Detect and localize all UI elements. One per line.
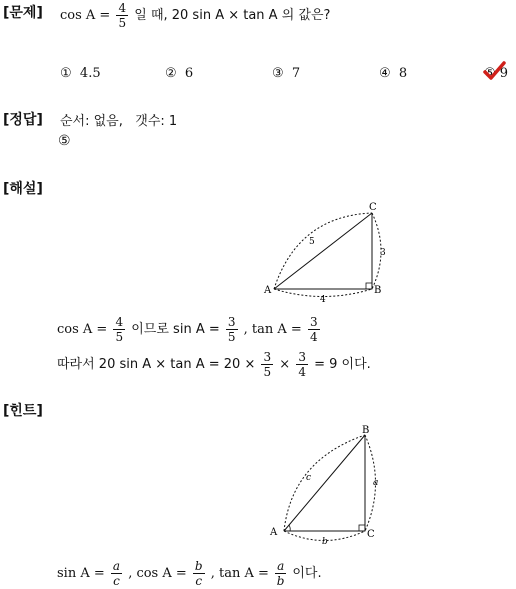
answer-choice: ⑤ <box>58 133 71 149</box>
calc-result: = 9 이다. <box>314 357 371 372</box>
option-mark: ⑤ <box>484 66 496 81</box>
option-1[interactable] <box>60 66 101 81</box>
angle-arc <box>289 525 290 531</box>
sin-expression: sin A = <box>57 566 105 581</box>
option-mark: ④ <box>379 66 391 81</box>
fraction-denominator: 4 <box>298 365 306 379</box>
fraction-numerator: 4 <box>115 315 124 329</box>
option-mark: ③ <box>272 66 284 81</box>
calc-prefix: 따라서 20 sin A × tan A = 20 × <box>57 357 256 372</box>
fraction-denominator: 5 <box>115 330 124 344</box>
solution-line-2 <box>57 351 371 378</box>
fraction <box>261 351 273 378</box>
solution-line-1 <box>57 316 322 343</box>
times-sign: × <box>279 357 291 372</box>
fraction-denominator: 5 <box>263 365 272 379</box>
fraction-denominator: 5 <box>227 330 236 344</box>
side-b-label: b <box>322 537 328 547</box>
base-length: 4 <box>320 295 326 305</box>
sin-expression: 이므로 sin A = <box>131 322 220 337</box>
cos-expression: , cos A = <box>128 566 187 581</box>
option-value: 9 <box>499 66 509 81</box>
tan-expression: , tan A = <box>243 322 302 337</box>
fraction-numerator: 3 <box>263 350 272 364</box>
fraction-denominator: b <box>276 574 285 588</box>
hint-suffix: 이다. <box>292 566 322 581</box>
vertex-a-label: A <box>270 527 278 538</box>
fraction-numerator: 3 <box>227 315 236 329</box>
fraction <box>275 560 286 587</box>
hint-triangle-diagram <box>262 420 388 550</box>
option-mark: ② <box>165 66 177 81</box>
problem-statement <box>60 2 330 29</box>
answer-label: [정답] <box>3 112 43 128</box>
option-2[interactable] <box>165 66 193 81</box>
hypotenuse-line <box>274 213 372 289</box>
option-4[interactable] <box>379 66 407 81</box>
fraction <box>226 316 238 343</box>
cos-lhs: cos A = <box>60 8 111 23</box>
fraction <box>113 316 125 343</box>
hypotenuse-length: 5 <box>309 237 315 247</box>
fraction-denominator: 5 <box>118 16 127 30</box>
vertex-c-label: C <box>367 529 375 540</box>
tan-expression: , tan A = <box>210 566 269 581</box>
fraction-numerator: 3 <box>298 350 306 364</box>
vertex-b-label: B <box>362 425 370 436</box>
fraction-numerator: b <box>194 559 203 573</box>
option-value: 8 <box>398 66 408 81</box>
fraction <box>111 560 122 587</box>
answer-line: 순서: 없음, 갯수: 1 <box>60 114 178 129</box>
fraction-denominator: c <box>195 574 203 588</box>
hypotenuse-line <box>284 435 365 531</box>
fraction <box>193 560 205 587</box>
fraction-4-5 <box>116 2 128 29</box>
right-angle-mark <box>359 525 365 531</box>
hint-label: [힌트] <box>3 403 43 419</box>
option-mark: ① <box>60 66 72 81</box>
option-value: 4.5 <box>79 66 101 81</box>
checkmark-icon <box>482 59 508 83</box>
option-3[interactable] <box>272 66 300 81</box>
fraction <box>308 316 320 343</box>
option-value: 7 <box>291 66 301 81</box>
problem-label: [문제] <box>3 5 43 21</box>
vertical-length: 3 <box>380 248 386 258</box>
vertex-a-label: A <box>264 285 272 296</box>
fraction-numerator: a <box>112 559 121 573</box>
cos-expression: cos A = <box>57 322 108 337</box>
fraction-numerator: 3 <box>309 315 318 329</box>
side-c-label: c <box>306 473 312 483</box>
solution-label: [해설] <box>3 181 43 197</box>
fraction-denominator: c <box>113 574 120 588</box>
problem-text: 일 때, 20 sin A × tan A 의 값은? <box>134 8 331 23</box>
hint-formula-line <box>57 560 322 587</box>
side-a-label: a <box>373 478 379 488</box>
option-value: 6 <box>184 66 194 81</box>
fraction-denominator: 4 <box>309 330 318 344</box>
right-angle-mark <box>366 283 372 289</box>
vertex-b-label: B <box>374 285 382 296</box>
fraction-numerator: 4 <box>118 1 127 15</box>
fraction <box>296 351 308 378</box>
fraction-numerator: a <box>277 559 285 573</box>
vertex-c-label: C <box>369 202 377 213</box>
solution-triangle-diagram <box>258 198 394 306</box>
